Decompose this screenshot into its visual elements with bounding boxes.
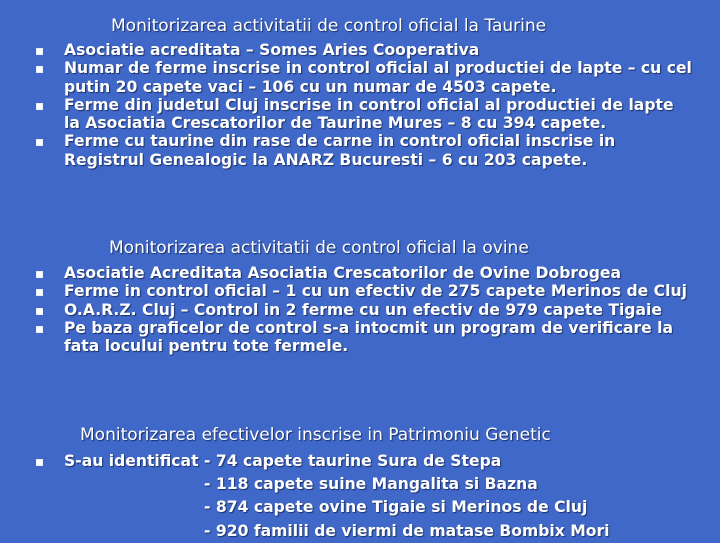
list-item [0, 132, 720, 169]
list-item-text: Pe baza graficelor de control s-a intocmit un program de verificare la fata locului pentru tote fermele. [64, 318, 674, 356]
list-item [0, 450, 720, 473]
list-item-text: Asociatie acreditata – Somes Aries Cooperativa [64, 41, 480, 59]
list-item [0, 319, 720, 356]
sub-line: - 920 familii de viermi de matase Bombix Mori [204, 521, 610, 540]
section-title-taurine: Monitorizarea activitatii de control oficial la Taurine [111, 16, 547, 36]
square-bullet-icon [36, 48, 43, 55]
section-title-ovine: Monitorizarea activitatii de control oficial la ovine [109, 238, 529, 258]
square-bullet-icon [36, 289, 43, 296]
patrimoniu-sub-list [204, 473, 610, 543]
list-item-text: Asociatie Acreditata Asociatia Crescatorilor de Ovine Dobrogea [64, 264, 622, 282]
section-title-patrimoniu: Monitorizarea efectivelor inscrise in Patrimoniu Genetic [80, 425, 551, 445]
list-item [0, 96, 720, 133]
list-item [0, 301, 720, 319]
sub-line: - 874 capete ovine Tigaie si Merinos de Cluj [204, 498, 588, 517]
list-item-text: Numar de ferme inscrise in control oficial al productiei de lapte – cu cel putin 20 capete vaci – 106 cu un numar de 4503 capete. [64, 59, 692, 96]
list-item [0, 264, 720, 282]
list-item [0, 59, 720, 96]
sub-line: - 118 capete suine Mangalita si Bazna [204, 475, 538, 493]
square-bullet-icon [36, 326, 43, 333]
list-item [0, 282, 720, 300]
list-item-text: Ferme cu taurine din rase de carne in control oficial inscrise in Registrul Genealogic la ANARZ Bucuresti – 6 cu 203 capete. [64, 132, 616, 169]
square-bullet-icon [36, 103, 43, 110]
list-item-text: O.A.R.Z. Cluj – Control in 2 ferme cu un efectiv de 979 capete Tigaie [64, 300, 662, 319]
square-bullet-icon [36, 459, 43, 466]
list-item [0, 41, 720, 59]
list-item-text: Ferme din judetul Cluj inscrise in control oficial al productiei de lapte la Asociatia Crescatorilor de Taurine Mures – 8 cu 394 capete. [64, 95, 674, 133]
list-item-text: Ferme in control oficial – 1 cu un efectiv de 275 capete Merinos de Cluj [64, 282, 687, 301]
list-item-text: S-au identificat - 74 capete taurine Sura de Stepa [64, 452, 502, 470]
taurine-list [0, 41, 720, 169]
square-bullet-icon [36, 271, 43, 278]
patrimoniu-list [0, 450, 720, 473]
square-bullet-icon [36, 66, 43, 73]
square-bullet-icon [36, 308, 43, 315]
square-bullet-icon [36, 139, 43, 146]
ovine-list [0, 264, 720, 355]
